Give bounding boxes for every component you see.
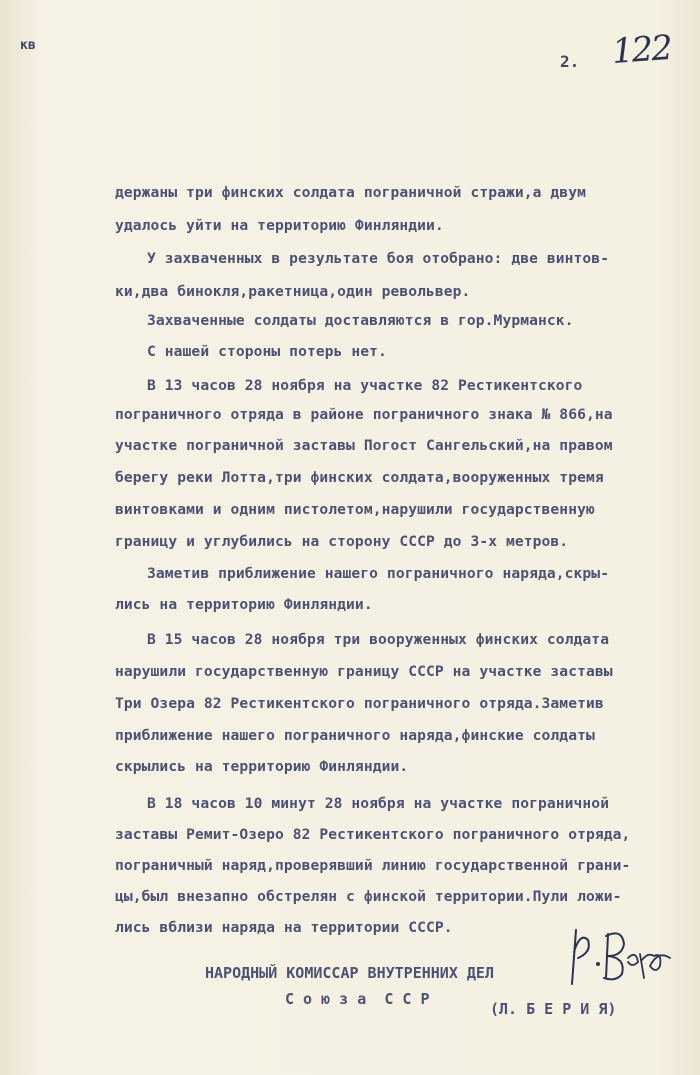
text-line: пограничного отряда в районе пограничного знака № 866,на xyxy=(115,406,613,423)
text-line: заставы Ремит-Озеро 82 Рестикентского пограничного отряда, xyxy=(115,826,631,843)
text-line: нарушили государственную границу СССР на участке заставы xyxy=(115,663,613,680)
text-line: У захваченных в результате боя отобрано: две винтов- xyxy=(147,250,610,267)
signatory-title: НАРОДНЫЙ КОМИССАР ВНУТРЕННИХ ДЕЛ xyxy=(205,964,494,982)
handwritten-signature xyxy=(566,922,676,1002)
text-line: приближение нашего пограничного наряда,финские солдаты xyxy=(115,727,595,744)
signatory-title-country: С о ю з а С С Р xyxy=(285,990,430,1008)
corner-mark: кв xyxy=(20,38,36,53)
text-line: винтовками и одним пистолетом,нарушили государственную xyxy=(115,501,595,518)
text-line: В 18 часов 10 минут 28 ноября на участке пограничной xyxy=(147,795,610,812)
text-line: удалось уйти на территорию Финляндии. xyxy=(115,217,444,234)
text-line: С нашей стороны потерь нет. xyxy=(147,343,387,360)
text-line: лись вблизи наряда на территории СССР. xyxy=(115,919,453,936)
text-line: пограничный наряд,проверявший линию государственной грани- xyxy=(115,857,631,874)
page-number: 2. xyxy=(560,52,580,71)
text-line: В 15 часов 28 ноября три вооруженных финских солдата xyxy=(147,631,610,648)
archive-number-handwritten: 122 xyxy=(610,27,673,73)
text-line: границу и углубились на сторону СССР до 3-х метров. xyxy=(115,533,569,550)
text-line: Захваченные солдаты доставляются в гор.Мурманск. xyxy=(147,312,574,329)
text-line: скрылись на территорию Финляндии. xyxy=(115,758,409,775)
text-line: В 13 часов 28 ноября на участке 82 Рестикентского xyxy=(147,377,583,394)
text-line: цы,был внезапно обстрелян с финской территории.Пули ложи- xyxy=(115,888,622,905)
text-line: берегу реки Лотта,три финских солдата,вооруженных тремя xyxy=(115,469,604,486)
text-line: лись на территорию Финляндии. xyxy=(115,596,373,613)
text-line: держаны три финских солдата пограничной стражи,а двум xyxy=(115,184,586,201)
text-line: Заметив приближение нашего пограничного наряда,скры- xyxy=(147,565,610,582)
text-line: участке пограничной заставы Погост Сангельский,на правом xyxy=(115,437,613,454)
text-line: ки,два бинокля,ракетница,один револьвер. xyxy=(115,283,471,300)
signatory-name: (Л. Б Е Р И Я) xyxy=(490,1000,617,1018)
text-line: Три Озера 82 Рестикентского пограничного отряда.Заметив xyxy=(115,695,604,712)
